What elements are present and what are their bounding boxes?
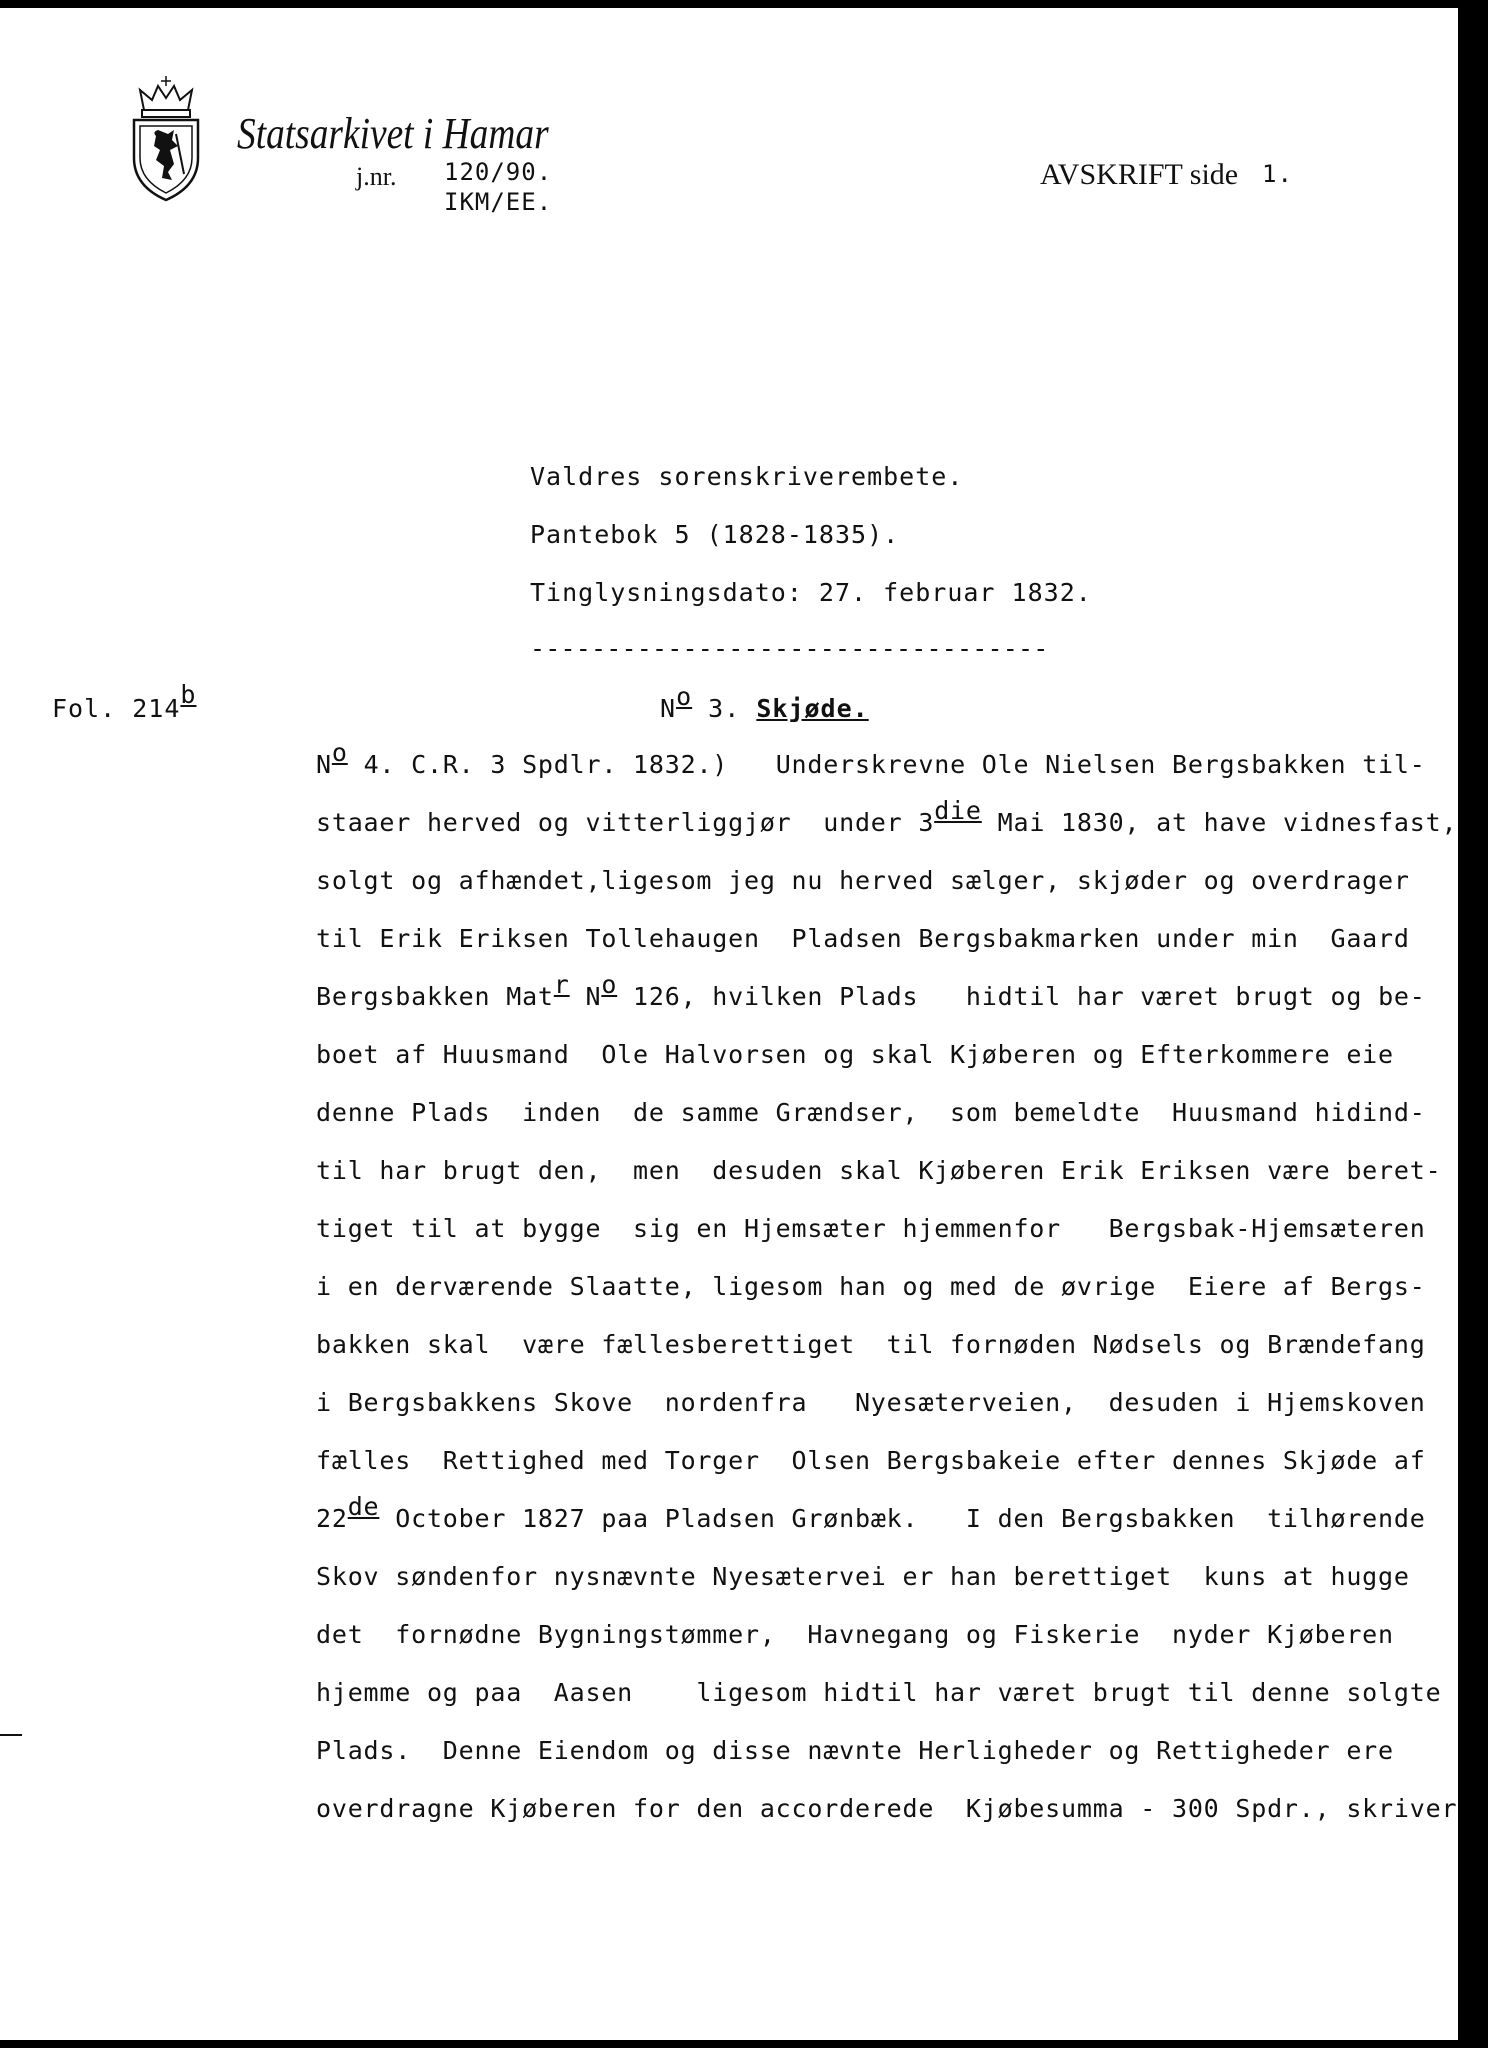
document-page <box>0 8 1458 2040</box>
margin-mark <box>0 1734 22 1736</box>
body-line: overdragne Kjøberen for den accorderede Kjøbesumma - 300 Spdr., skriver <box>316 1794 1458 1823</box>
body-line: hjemme og paa Aasen ligesom hidtil har været brugt til denne solgte <box>316 1678 1442 1707</box>
body-line: solgt og afhændet,ligesom jeg nu herved sælger, skjøder og overdrager <box>316 866 1410 895</box>
body-line: i Bergsbakkens Skove nordenfra Nyesæterveien, desuden i Hjemskoven <box>316 1388 1426 1417</box>
initials: IKM/EE. <box>444 188 553 216</box>
folio-reference: Fol. 214b <box>52 680 197 723</box>
body-line: fælles Rettighed med Torger Olsen Bergsbakeie efter dennes Skjøde af <box>316 1446 1426 1475</box>
body-line: til Erik Eriksen Tollehaugen Pladsen Bergsbakmarken under min Gaard <box>316 924 1410 953</box>
page-number: 1. <box>1262 160 1293 188</box>
body-line: til har brugt den, men desuden skal Kjøberen Erik Eriksen være beret- <box>316 1156 1442 1185</box>
archive-name: Statsarkivet i Hamar <box>237 109 549 158</box>
separator-line: ---------------------------------- <box>530 634 1049 663</box>
journal-number-label: j.nr. <box>356 162 397 191</box>
body-line: Plads. Denne Eiendom og disse nævnte Herligheder og Rettigheder ere <box>316 1736 1394 1765</box>
body-line: det fornødne Bygningstømmer, Havnegang og Fiskerie nyder Kjøberen <box>316 1620 1394 1649</box>
register-name: Pantebok 5 (1828-1835). <box>530 520 900 549</box>
journal-number-value: 120/90. <box>444 158 553 186</box>
body-line: tiget til at bygge sig en Hjemsæter hjemmenfor Bergsbak-Hjemsæteren <box>316 1214 1426 1243</box>
body-line: Bergsbakken Matr No 126, hvilken Plads hidtil har været brugt og be- <box>316 970 1426 1011</box>
deed-heading: No 3. Skjøde. <box>660 682 869 723</box>
office-name: Valdres sorenskriverembete. <box>530 462 964 491</box>
body-line: Skov søndenfor nysnævnte Nyesætervei er han berettiget kuns at hugge <box>316 1562 1410 1591</box>
body-line: denne Plads inden de samme Grændser, som bemeldte Huusmand hidind- <box>316 1098 1426 1127</box>
body-line: No 4. C.R. 3 Spdlr. 1832.) Underskrevne Ole Nielsen Bergsbakken til- <box>316 738 1426 779</box>
body-line: boet af Huusmand Ole Halvorsen og skal Kjøberen og Efterkommere eie <box>316 1040 1394 1069</box>
coat-of-arms-icon <box>128 76 204 202</box>
body-line: bakken skal være fællesberettiget til fornøden Nødsels og Brændefang <box>316 1330 1426 1359</box>
avskrift-label: AVSKRIFT side <box>1040 158 1239 191</box>
registration-date: Tinglysningsdato: 27. februar 1832. <box>530 578 1092 607</box>
body-line: 22de October 1827 paa Pladsen Grønbæk. I den Bergsbakken tilhørende <box>316 1492 1426 1533</box>
body-line: staaer herved og vitterliggjør under 3die Mai 1830, at have vidnesfast, <box>316 796 1458 837</box>
body-line: i en derværende Slaatte, ligesom han og med de øvrige Eiere af Bergs- <box>316 1272 1426 1301</box>
